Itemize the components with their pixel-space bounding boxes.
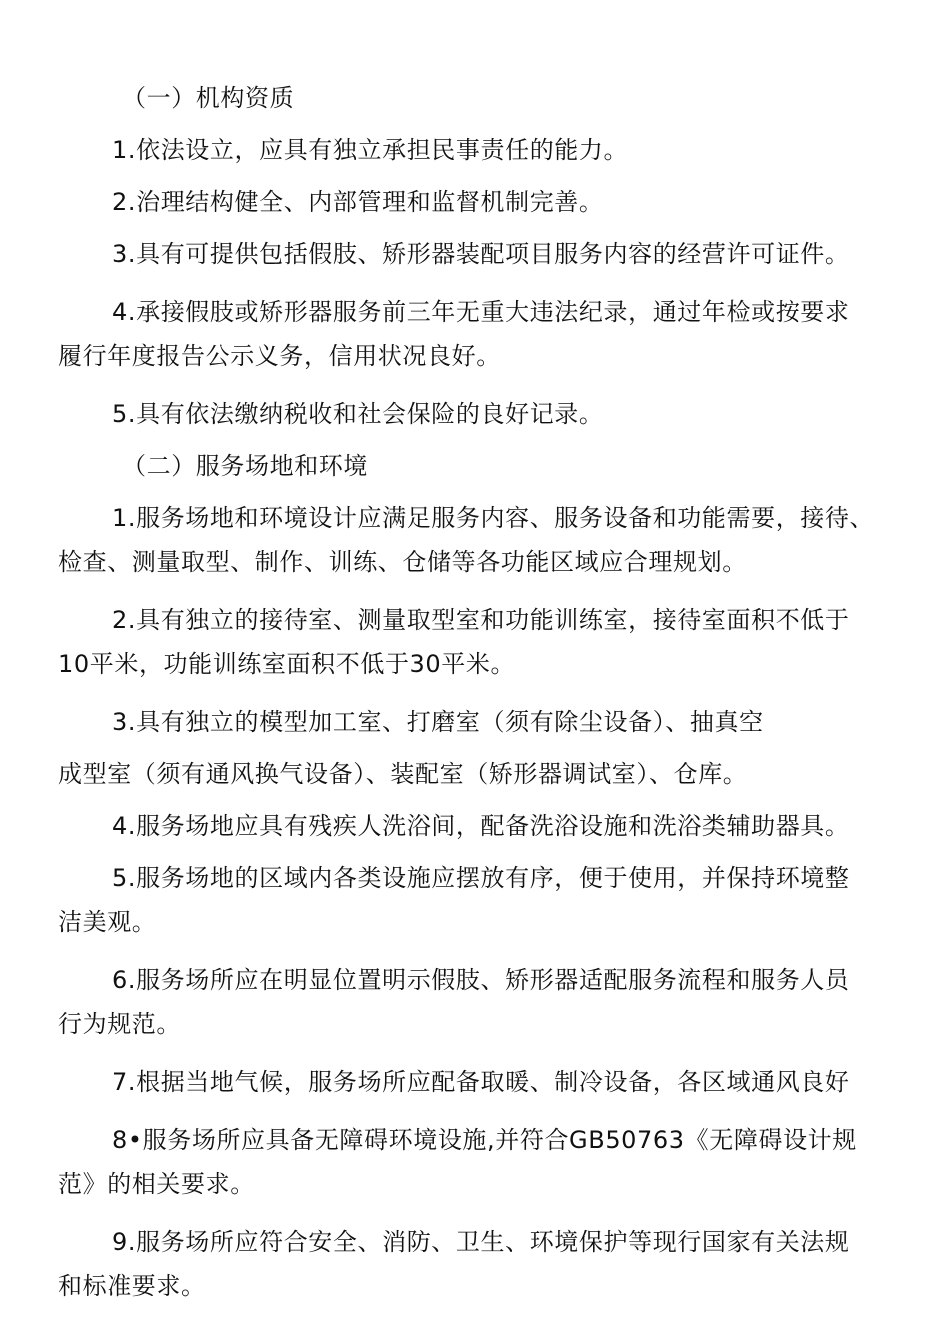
paragraph-2-6-line-2: 行为规范。	[58, 1010, 181, 1038]
paragraph-2-7: 7.根据当地气候，服务场所应配备取暖、制冷设备，各区域通风良好	[112, 1068, 850, 1096]
paragraph-2-5-line-2: 洁美观。	[58, 908, 157, 936]
paragraph-1-5: 5.具有依法缴纳税收和社会保险的良好记录。	[112, 400, 604, 428]
paragraph-2-8-line-1: 8•服务场所应具备无障碍环境设施,并符合GB50763《无障碍设计规	[112, 1126, 857, 1154]
paragraph-2-9-line-2: 和标准要求。	[58, 1272, 206, 1300]
paragraph-1-4-line-1: 4.承接假肢或矫形器服务前三年无重大违法纪录，通过年检或按要求	[112, 298, 850, 326]
paragraph-1-2: 2.治理结构健全、内部管理和监督机制完善。	[112, 188, 604, 216]
paragraph-2-3-line-2: 成型室（须有通风换气设备）、装配室（矫形器调试室）、仓库。	[58, 760, 748, 788]
paragraph-2-1-line-1: 1.服务场地和环境设计应满足服务内容、服务设备和功能需要，接待、	[112, 504, 875, 532]
paragraph-2-1-line-2: 检查、测量取型、制作、训练、仓储等各功能区域应合理规划。	[58, 548, 747, 576]
paragraph-2-2-line-1: 2.具有独立的接待室、测量取型室和功能训练室，接待室面积不低于	[112, 606, 850, 634]
paragraph-1-3: 3.具有可提供包括假肢、矫形器装配项目服务内容的经营许可证件。	[112, 240, 850, 268]
paragraph-2-8-line-2: 范》的相关要求。	[58, 1170, 255, 1198]
paragraph-2-2-line-2: 10平米，功能训练室面积不低于30平米。	[58, 650, 516, 678]
paragraph-1-1: 1.依法设立，应具有独立承担民事责任的能力。	[112, 136, 629, 164]
section-heading-site-environment: （二）服务场地和环境	[122, 452, 368, 480]
paragraph-2-5-line-1: 5.服务场地的区域内各类设施应摆放有序，便于使用，并保持环境整	[112, 864, 850, 892]
paragraph-2-4: 4.服务场地应具有残疾人洗浴间，配备洗浴设施和洗浴类辅助器具。	[112, 812, 850, 840]
section-heading-qualification: （一）机构资质	[122, 84, 295, 112]
paragraph-2-3-line-1: 3.具有独立的模型加工室、打磨室（须有除尘设备）、抽真空	[112, 708, 764, 736]
paragraph-2-9-line-1: 9.服务场所应符合安全、消防、卫生、环境保护等现行国家有关法规	[112, 1228, 850, 1256]
paragraph-2-6-line-1: 6.服务场所应在明显位置明示假肢、矫形器适配服务流程和服务人员	[112, 966, 850, 994]
paragraph-1-4-line-2: 履行年度报告公示义务，信用状况良好。	[58, 342, 501, 370]
